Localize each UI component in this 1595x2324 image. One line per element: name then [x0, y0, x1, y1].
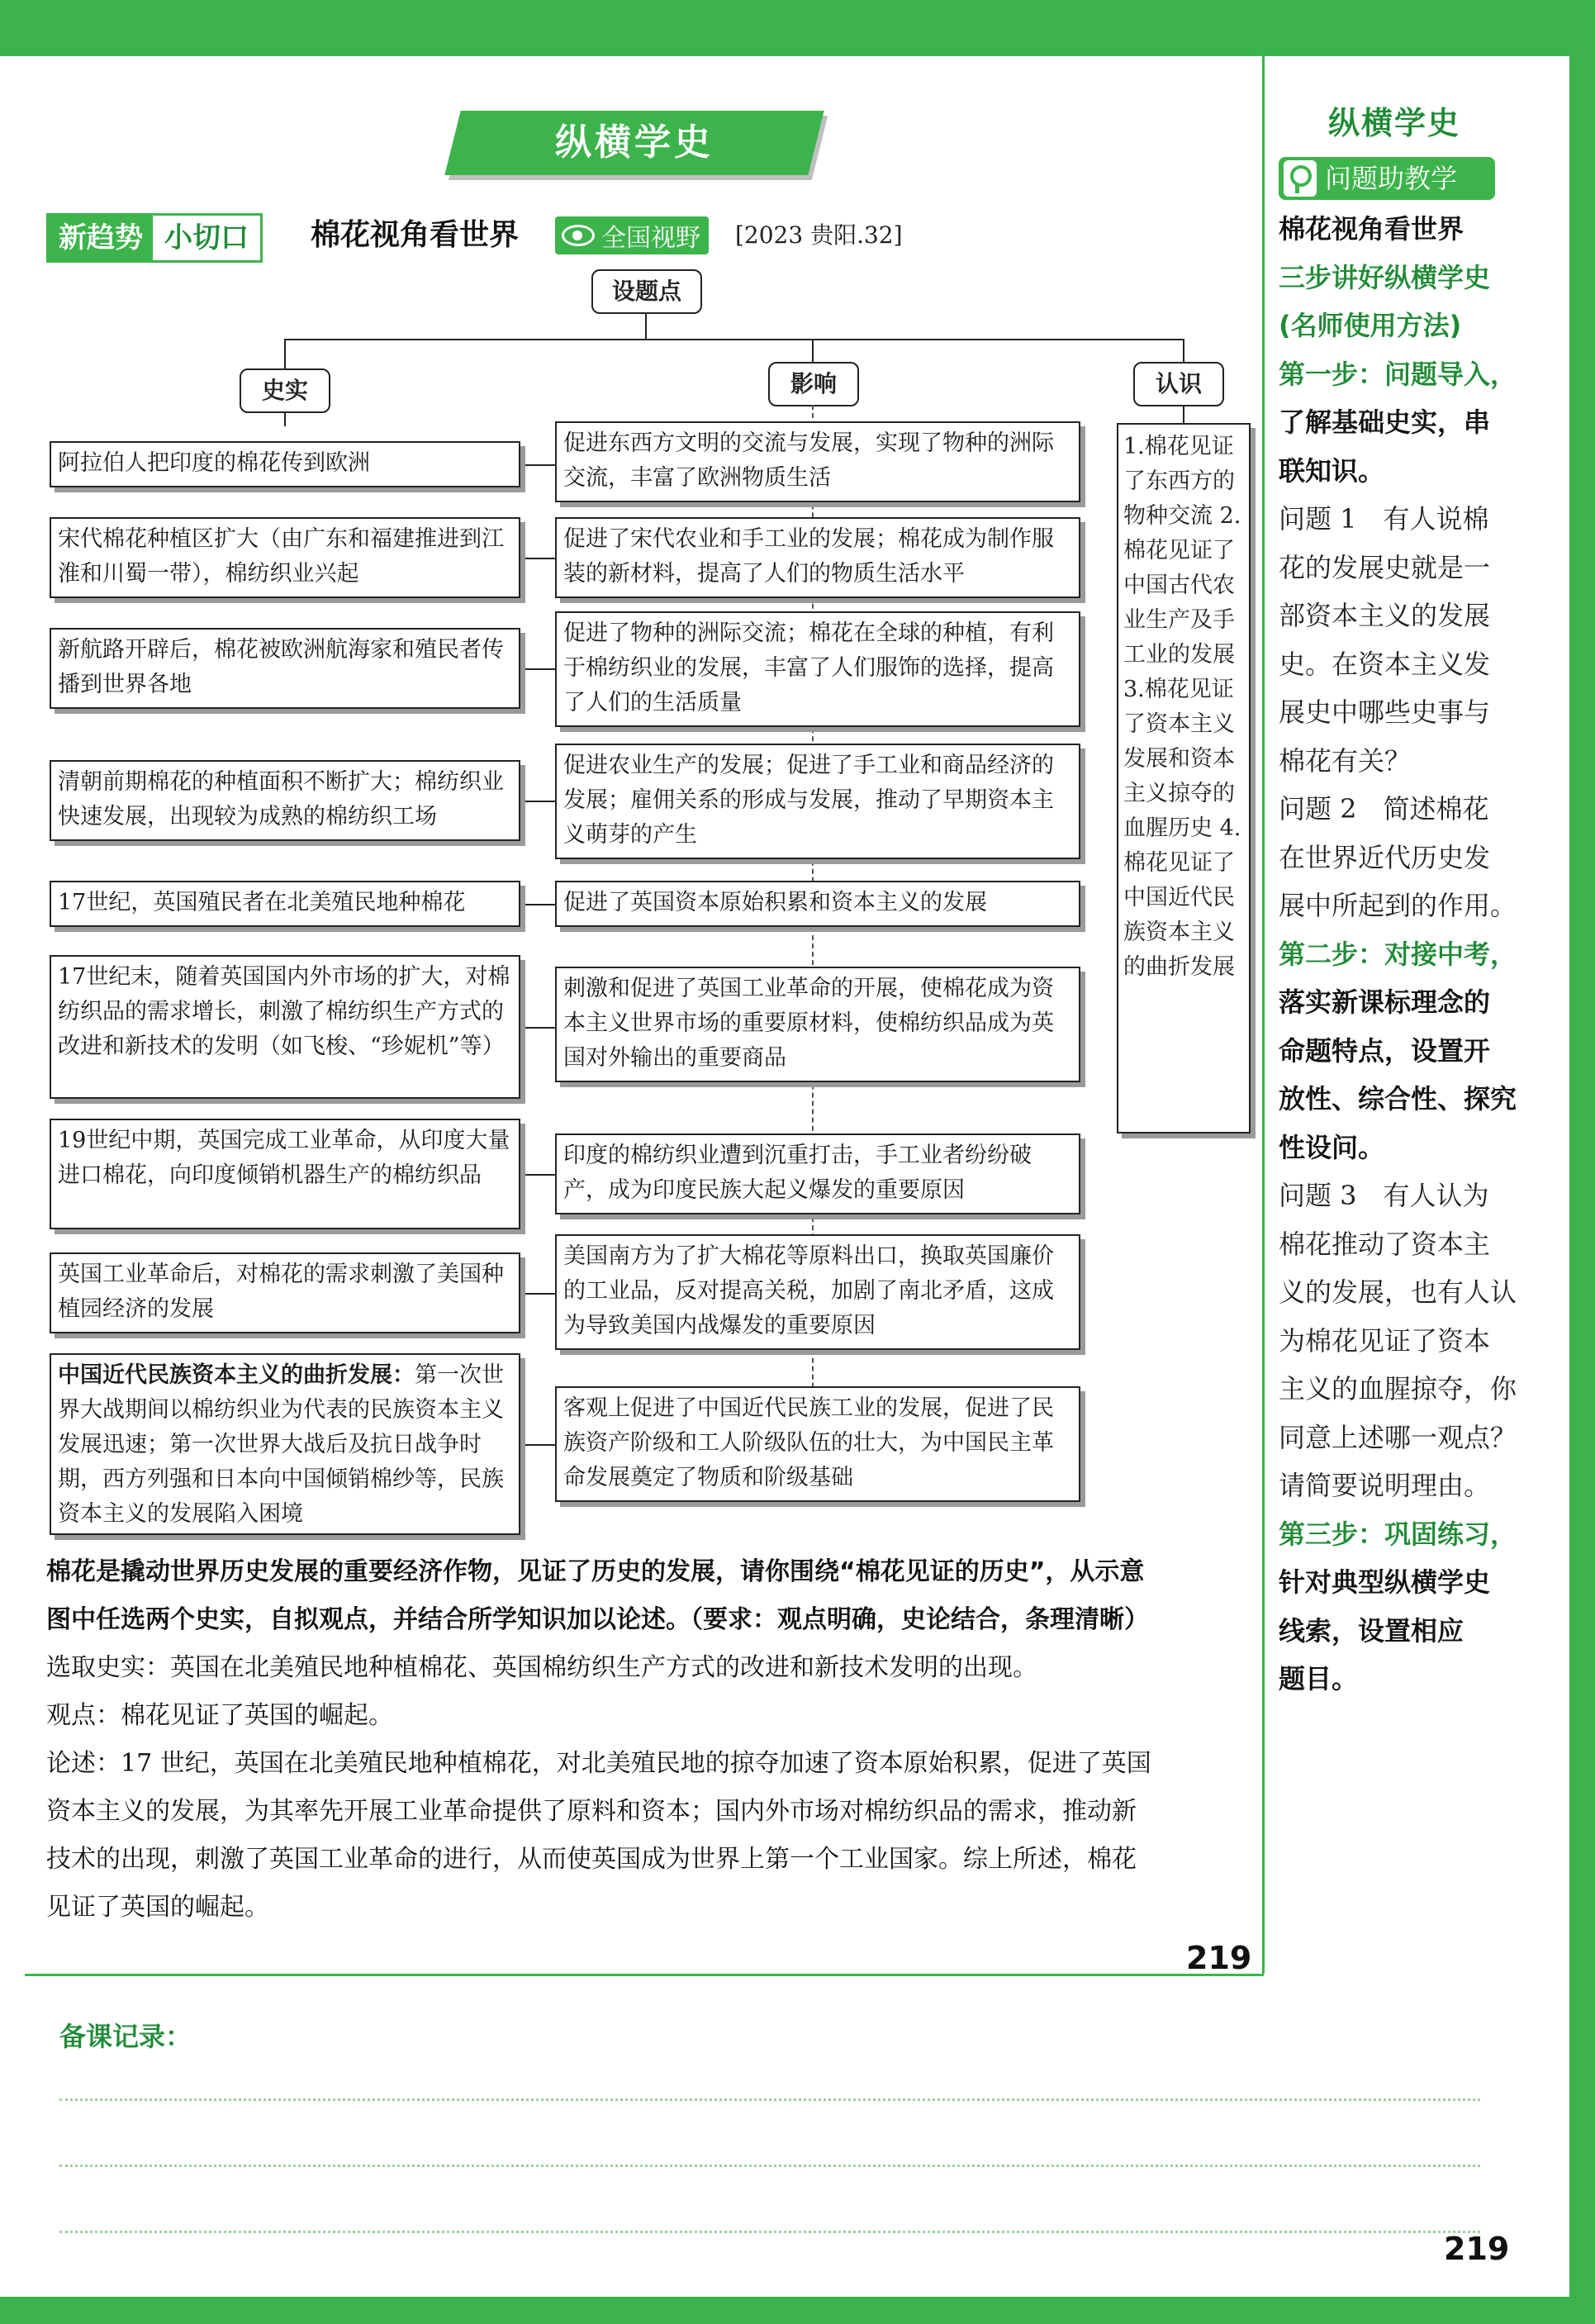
sidebar-line-4: 第一步：问题导入，: [1279, 358, 1517, 390]
answer-argument-4: 见证了英国的崛起。: [46, 1893, 269, 1922]
sidebar-line-28: 第三步：巩固练习，: [1279, 1518, 1517, 1550]
sidebar-line-9: 部资本主义的发展: [1279, 600, 1491, 631]
sidebar-line-15: 展中所起到的作用。: [1279, 890, 1517, 921]
sidebar-line-25: 主义的血腥掠夺，你: [1279, 1373, 1517, 1404]
facts-node: 史实: [240, 368, 330, 413]
sidebar-title: 纵横学史: [1328, 105, 1461, 141]
impact-box-2: 促进了宋代农业和手工业的发展；棉花成为制作服装的新材料，提高了人们的物质生活水平: [555, 517, 1080, 598]
notes-line-3: [59, 2231, 1480, 2233]
impact-box-8: 美国南方为了扩大棉花等原料出口，换取英国廉价的工业品，反对提高关税，加剧了南北矛盾，这成为导致美国内战爆发的重要原因: [555, 1234, 1080, 1350]
sidebar-line-19: 放性、综合性、探究: [1279, 1083, 1517, 1114]
badge-part1: 新趋势: [49, 216, 153, 260]
sidebar-line-3: (名师使用方法): [1279, 310, 1462, 341]
sidebar-line-2: 三步讲好纵横学史: [1279, 261, 1491, 293]
connector-4: [525, 801, 555, 802]
root-node: 设题点: [591, 269, 702, 314]
sidebar-line-6: 联知识。: [1279, 454, 1385, 487]
impact-box-7: 印度的棉纺织业遭到沉重打击，手工业者纷纷破产，成为印度民族大起义爆发的重要原因: [555, 1133, 1080, 1214]
sidebar-line-8: 花的发展史就是一: [1279, 551, 1491, 583]
eye-icon: [562, 225, 595, 246]
sidebar-line-12: 棉花有关？: [1279, 744, 1412, 777]
fact-box-9-heading: 中国近代民族资本主义的曲折发展：: [58, 1362, 415, 1388]
connector-8: [525, 1293, 555, 1295]
branch-impact: [812, 339, 814, 362]
answer-fact: 选取史实：英国在北美殖民地种植棉花、英国棉纺织生产方式的改进和新技术发明的出现。: [46, 1653, 1037, 1682]
sidebar-line-16: 第二步：对接中考，: [1279, 938, 1517, 970]
answer-argument-1: 论述：17 世纪，英国在北美殖民地种植棉花，对北美殖民地的掠夺加速了资本原始积累，促进了英国: [46, 1749, 1151, 1778]
bottom-green-bar: [0, 2297, 1595, 2324]
sidebar-line-24: 为棉花见证了资本: [1279, 1324, 1491, 1357]
sidebar-line-10: 史。在资本主义发: [1279, 648, 1491, 680]
impact-box-9: 客观上促进了中国近代民族工业的发展，促进了民族资产阶级和工人阶级队伍的壮大，为中国民主革命发展奠定了物质和阶级基础: [555, 1386, 1080, 1502]
inner-page-number: 219: [1186, 1940, 1252, 1976]
sidebar-line-27: 请简要说明理由。: [1279, 1470, 1491, 1501]
question-line-1: 棉花是撬动世界历史发展的重要经济作物，见证了历史的发展，请你围绕“棉花见证的历史”，从示意: [46, 1557, 1145, 1586]
source-label: [2023 贵阳.32]: [735, 221, 903, 249]
branch-line: [284, 339, 1183, 340]
understanding-box: 1.棉花见证了东西方的物种交流 2.棉花见证了中国古代农业生产及手工业的发展 3.棉花见证了资本主义发展和资本主义掠夺的血腥历史 4.棉花见证了中国近代民族资本主义的曲折发展: [1117, 423, 1251, 1133]
impact-box-6: 刺激和促进了英国工业革命的开展，使棉花成为资本主义世界市场的重要原材料，使棉纺织品成为英国对外输出的重要商品: [555, 967, 1080, 1082]
sidebar-tag-label: 问题助教学: [1325, 163, 1458, 194]
sidebar-line-11: 展史中哪些史事与: [1279, 696, 1491, 728]
connector-3: [525, 668, 555, 670]
branch-understand: [1183, 339, 1184, 362]
sidebar-line-14: 在世界近代历史发: [1279, 841, 1491, 873]
notes-line-1: [59, 2098, 1480, 2101]
fact-box-4: 清朝前期棉花的种植面积不断扩大；棉纺织业快速发展，出现较为成熟的棉纺织工场: [50, 760, 520, 841]
sidebar-line-29: 针对典型纵横学史: [1279, 1566, 1491, 1598]
understand-stem: [1183, 405, 1184, 423]
notes-divider: [25, 1974, 1264, 1976]
sidebar-line-1: 棉花视角看世界: [1279, 213, 1464, 245]
right-green-bar: [1569, 0, 1595, 2324]
fact-box-9: [50, 1353, 520, 1535]
scope-tag: [555, 216, 709, 254]
topic-title: 棉花视角看世界: [311, 218, 520, 252]
answer-view: 观点：棉花见证了英国的崛起。: [46, 1701, 393, 1730]
sidebar-tag: [1279, 157, 1495, 200]
impact-box-4: 促进农业生产的发展；促进了手工业和商品经济的发展；雇佣关系的形成与发展，推动了早期资本主义萌芽的产生: [555, 744, 1080, 859]
notes-title: 备课记录：: [59, 2021, 192, 2052]
sidebar-line-20: 性设问。: [1279, 1131, 1385, 1163]
fact-box-8: 英国工业革命后，对棉花的需求刺激了美国种植园经济的发展: [50, 1252, 520, 1333]
section-header-title: 纵横学史: [555, 121, 714, 164]
sidebar-line-7: 问题 1 有人说棉: [1279, 503, 1489, 535]
top-green-bar: [0, 0, 1595, 56]
badge-part2: 小切口: [164, 221, 249, 254]
scope-tag-label: 全国视野: [601, 224, 700, 253]
connector-1: [525, 464, 555, 466]
impact-box-3: 促进了物种的洲际交流；棉花在全球的种植，有利于棉纺织业的发展，丰富了人们服饰的选择，提高了人们的生活质量: [555, 611, 1080, 727]
answer-argument-2: 资本主义的发展，为其率先开展工业革命提供了原料和资本；国内外市场对棉纺织品的需求，推动新: [46, 1797, 1137, 1826]
facts-stem: [284, 411, 286, 426]
sidebar-line-30: 线索，设置相应: [1279, 1614, 1464, 1647]
fact-box-2: 宋代棉花种植区扩大（由广东和福建推进到江淮和川蜀一带），棉纺织业兴起: [50, 517, 520, 598]
fact-box-3: 新航路开辟后，棉花被欧洲航海家和殖民者传播到世界各地: [50, 628, 520, 709]
sidebar-line-26: 同意上述哪一观点？: [1279, 1421, 1517, 1453]
fact-box-7: 19世纪中期，英国完成工业革命，从印度大量进口棉花，向印度倾销机器生产的棉纺织品: [50, 1119, 520, 1229]
trend-badge: [46, 213, 263, 263]
sidebar-line-21: 问题 3 有人认为: [1279, 1180, 1489, 1211]
connector-7: [525, 1174, 555, 1176]
sidebar-divider: [1262, 45, 1265, 1974]
sidebar-line-5: 了解基础史实，串: [1279, 406, 1491, 438]
fact-box-5: 17世纪，英国殖民者在北美殖民地种棉花: [50, 881, 520, 927]
sidebar-line-13: 问题 2 简述棉花: [1279, 793, 1489, 825]
connector-2: [525, 558, 555, 559]
magnifier-icon: [1284, 160, 1317, 197]
understand-node: 认识: [1133, 362, 1224, 406]
root-stem: [645, 314, 647, 339]
fact-box-1: 阿拉伯人把印度的棉花传到欧洲: [50, 441, 520, 487]
connector-6: [525, 1027, 555, 1029]
sidebar-line-18: 命题特点，设置开: [1279, 1034, 1491, 1067]
sidebar-line-17: 落实新课标理念的: [1279, 986, 1491, 1018]
answer-argument-3: 技术的出现，刺激了英国工业革命的进行，从而使英国成为世界上第一个工业国家。综上所述，棉花: [46, 1845, 1137, 1874]
impact-node: 影响: [768, 362, 859, 406]
sidebar-line-22: 棉花推动了资本主: [1279, 1228, 1491, 1260]
notes-line-2: [59, 2165, 1480, 2167]
sidebar-line-31: 题目。: [1279, 1663, 1359, 1694]
question-line-2: 图中任选两个史实，自拟观点，并结合所学知识加以论述。（要求：观点明确，史论结合，条理清晰）: [46, 1605, 1149, 1634]
fact-box-9-text: 第一次世界大战期间以棉纺织业为代表的民族资本主义发展迅速；第一次世界大战后及抗日战争时期，西方列强和日本向中国倾销棉纱等，民族资本主义的发展陷入困境: [58, 1362, 504, 1527]
connector-9: [525, 1444, 555, 1446]
sidebar-line-23: 义的发展，也有人认: [1279, 1276, 1517, 1308]
fact-box-6: 17世纪末，随着英国国内外市场的扩大，对棉纺织品的需求增长，刺激了棉纺织生产方式的改进和新技术的发明（如飞梭、“珍妮机”等）: [50, 955, 520, 1099]
outer-page-number: 219: [1444, 2231, 1510, 2267]
branch-facts: [284, 339, 286, 368]
connector-5: [525, 904, 555, 905]
impact-box-5: 促进了英国资本原始积累和资本主义的发展: [555, 881, 1080, 927]
impact-box-1: 促进东西方文明的交流与发展，实现了物种的洲际交流，丰富了欧洲物质生活: [555, 421, 1080, 502]
